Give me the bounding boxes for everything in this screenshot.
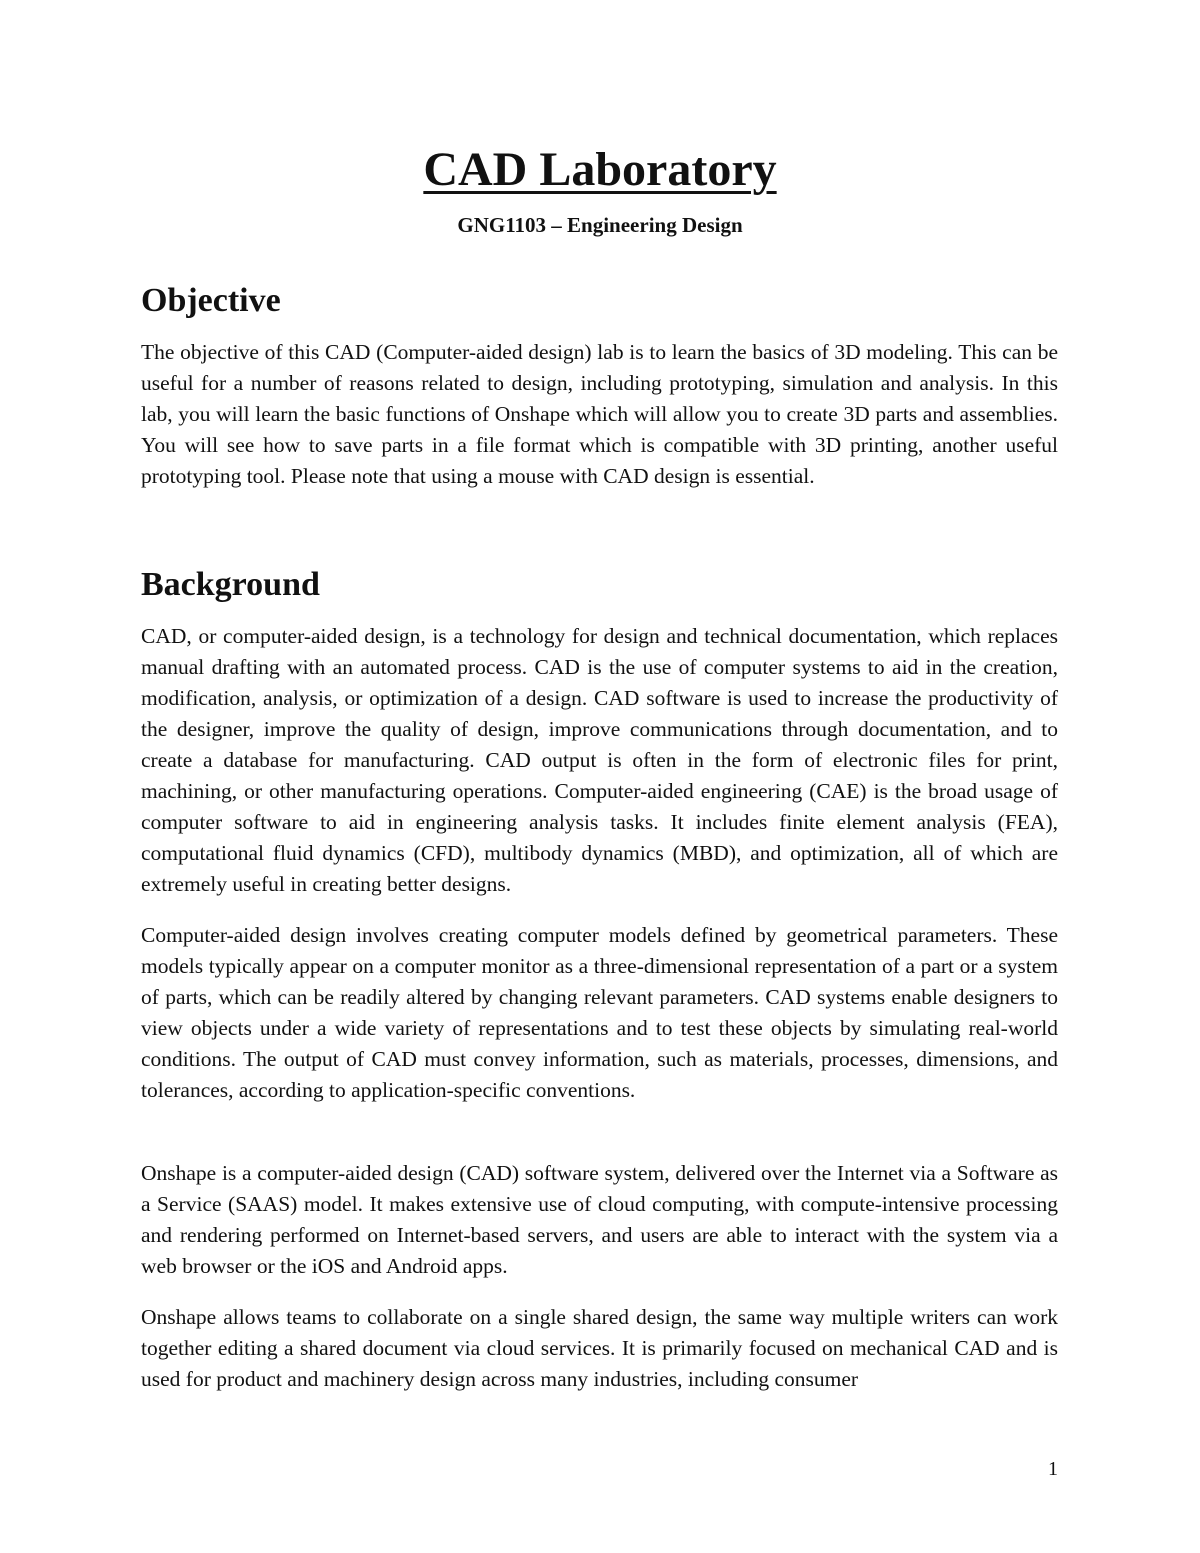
document-subtitle: GNG1103 – Engineering Design (457, 213, 743, 237)
background-paragraph-3: Onshape is a computer-aided design (CAD) software system, delivered over the Internet via a Software as a Service (SAAS) model. It makes extensive use of cloud computing, with compute-intensive processing and rendering performed on Internet-based servers, and users are able to interact with the system via a web browser or the iOS and Android apps. (141, 1161, 1058, 1278)
background-heading: Background (141, 566, 320, 603)
page-number: 1 (1048, 1458, 1058, 1480)
background-paragraph-1: CAD, or computer-aided design, is a technology for design and technical documentation, which replaces manual drafting with an automated process. CAD is the use of computer systems to aid in the creation, modification, analysis, or optimization of a design. CAD software is used to increase the productivity of the designer, improve the quality of design, improve communications through documentation, and to create a database for manufacturing. CAD output is often in the form of electronic files for print, machining, or other manufacturing operations. Computer-aided engineering (CAE) is the broad usage of computer software to aid in engineering analysis tasks. It includes finite element analysis (FEA), computational fluid dynamics (CFD), multibody dynamics (MBD), and optimization, all of which are extremely useful in creating better designs. (141, 624, 1058, 896)
document-title: CAD Laboratory (423, 143, 777, 196)
background-paragraph-4: Onshape allows teams to collaborate on a single shared design, the same way multiple writers can work together editing a shared document via cloud services. It is primarily focused on mechanical CAD and is used for product and machinery design across many industries, including consumer (141, 1305, 1058, 1391)
objective-paragraph: The objective of this CAD (Computer-aided design) lab is to learn the basics of 3D modeling. This can be useful for a number of reasons related to design, including prototyping, simulation and analysis. In this lab, you will learn the basic functions of Onshape which will allow you to create 3D parts and assemblies. You will see how to save parts in a file format which is compatible with 3D printing, another useful prototyping tool. Please note that using a mouse with CAD design is essential. (141, 340, 1058, 488)
objective-heading: Objective (141, 282, 281, 319)
background-paragraph-2: Computer-aided design involves creating computer models defined by geometrical parameters. These models typically appear on a computer monitor as a three-dimensional representation of a part or a system of parts, which can be readily altered by changing relevant parameters. CAD systems enable designers to view objects under a wide variety of representations and to test these objects by simulating real-world conditions. The output of CAD must convey information, such as materials, processes, dimensions, and tolerances, according to application-specific conventions. (141, 923, 1058, 1102)
